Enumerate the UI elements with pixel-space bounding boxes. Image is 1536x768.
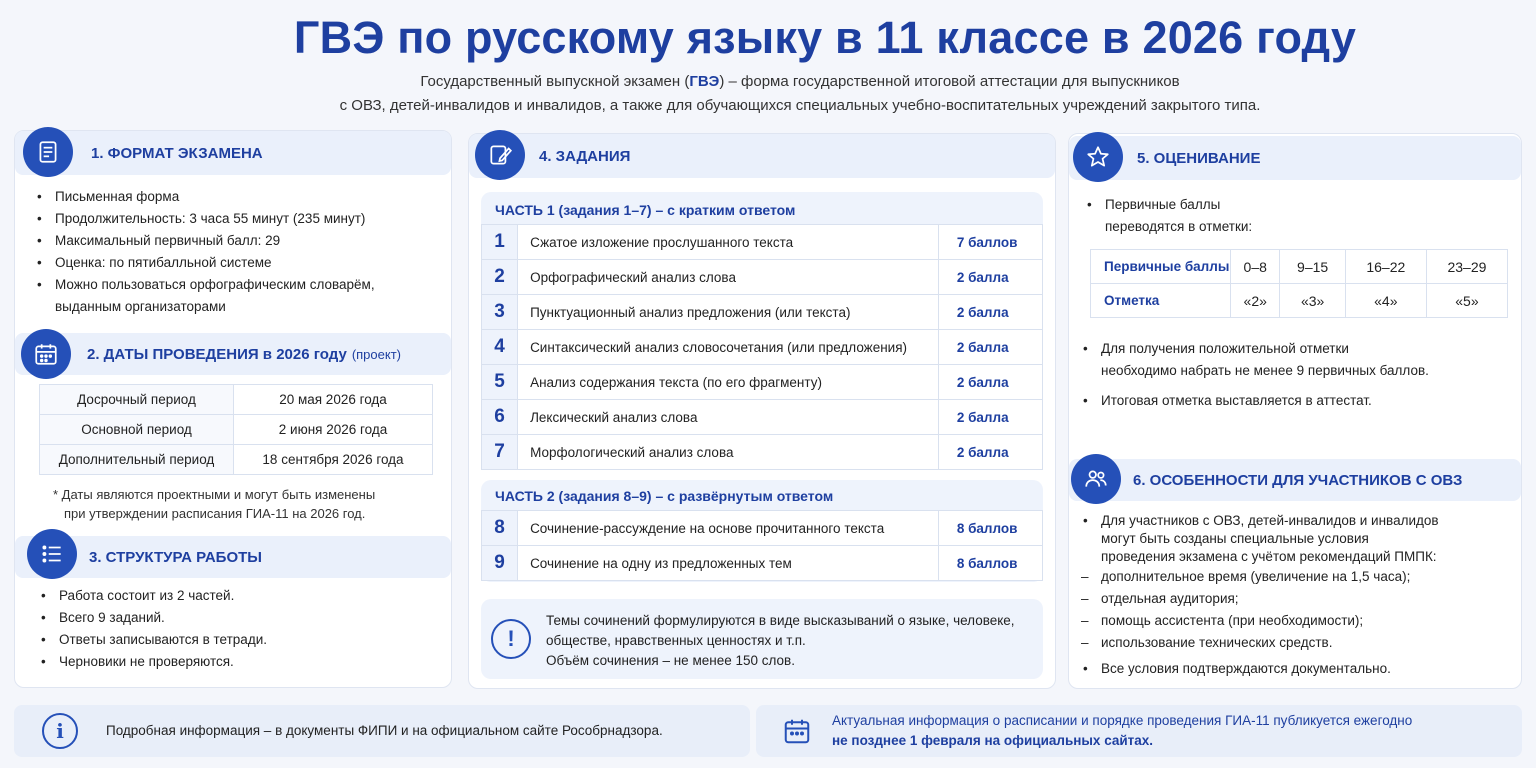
part-2-box <box>481 480 1043 582</box>
tasks-section-header <box>469 134 1055 178</box>
part-1-title: ЧАСТЬ 1 (задания 1–7) – с кратким ответом <box>495 202 796 218</box>
grade-range: 0–8 <box>1231 250 1280 284</box>
task-number: 9 <box>482 546 518 581</box>
task-points: 2 балла <box>938 365 1042 400</box>
list-item: – помощь ассистента (при необходимости); <box>1079 610 1515 632</box>
table-row <box>482 225 1043 260</box>
date-label: Основной период <box>40 415 234 445</box>
task-points: 8 баллов <box>938 511 1042 546</box>
task-text: Синтаксический анализ словосочетания (или предложения) <box>518 330 939 365</box>
essay-note-line-3: Объём сочинения – не менее 150 слов. <box>546 653 795 668</box>
grading-intro <box>1083 194 1503 238</box>
dates-heading-note: (проект) <box>351 346 401 362</box>
table-row <box>482 511 1043 546</box>
task-text: Лексический анализ слова <box>518 400 939 435</box>
calendar-icon-wrap <box>782 716 812 746</box>
grading-section-header <box>1069 136 1521 180</box>
essay-note-line-2: обществе, нравственных ценностях и т.п. <box>546 633 806 648</box>
list-item: • Всего 9 заданий. <box>37 607 437 629</box>
list-item: • Письменная форма <box>33 186 443 208</box>
structure-heading: 3. СТРУКТУРА РАБОТЫ <box>89 548 262 566</box>
task-text: Орфографический анализ слова <box>518 260 939 295</box>
ovz-intro-line-2: могут быть созданы специальные условия <box>1101 531 1369 546</box>
footer-right-line-2: не позднее 1 февраля на официальных сайтах. <box>832 733 1154 748</box>
table-row <box>482 260 1043 295</box>
task-text: Сжатое изложение прослушанного текста <box>518 225 939 260</box>
dates-section-header <box>15 333 451 375</box>
grading-heading: 5. ОЦЕНИВАНИЕ <box>1137 149 1261 167</box>
list-item: • Все условия подтверждаются документально. <box>1079 658 1515 680</box>
calendar-icon <box>33 341 59 367</box>
task-points: 2 балла <box>938 400 1042 435</box>
dates-icon-circle <box>21 329 71 379</box>
grades-row-label: Первичные баллы <box>1091 250 1231 284</box>
task-text: Сочинение-рассуждение на основе прочитанного текста <box>518 511 939 546</box>
format-heading: 1. ФОРМАТ ЭКЗАМЕНА <box>91 144 263 162</box>
date-value: 18 сентября 2026 года <box>234 445 433 475</box>
ovz-section-header <box>1069 459 1521 501</box>
task-points: 2 балла <box>938 435 1042 470</box>
list-item <box>1079 338 1509 382</box>
footer-left <box>14 705 750 757</box>
dates-note-line-2: при утверждении расписания ГИА-11 на 2026 год. <box>64 506 366 521</box>
grading-note-line-1: Для получения положительной отметки <box>1101 341 1349 356</box>
exclamation-icon: ! <box>507 626 515 651</box>
table-row <box>482 295 1043 330</box>
task-number: 6 <box>482 400 518 435</box>
grades-table <box>1090 249 1508 318</box>
list-item-text: Можно пользоваться орфографическим словарём, <box>55 277 375 292</box>
date-label: Дополнительный период <box>40 445 234 475</box>
dates-heading: 2. ДАТЫ ПРОВЕДЕНИЯ в 2026 году <box>87 345 347 363</box>
table-row <box>1091 284 1508 318</box>
subtitle-gve: ГВЭ <box>689 73 720 90</box>
grade-mark: «3» <box>1280 284 1345 318</box>
list-item: • Итоговая отметка выставляется в аттестат. <box>1079 390 1509 412</box>
dates-note <box>53 485 375 523</box>
essay-note-text <box>546 611 1015 671</box>
grade-range: 9–15 <box>1280 250 1345 284</box>
task-points: 7 баллов <box>938 225 1042 260</box>
ovz-intro-line-3: проведения экзамена с учётом рекомендаций ПМПК: <box>1101 549 1437 564</box>
list-item: • Работа состоит из 2 частей. <box>37 585 437 607</box>
subtitle-text-1: Государственный выпускной экзамен ( <box>420 73 690 90</box>
subtitle-line-2: с ОВЗ, детей-инвалидов и инвалидов, а также для обучающихся специальных учебно-воспитательных учреждений закрытого типа. <box>339 97 1261 114</box>
footer-right-text <box>832 711 1412 751</box>
table-row <box>482 400 1043 435</box>
task-points: 2 балла <box>938 330 1042 365</box>
page-subtitle <box>280 70 1320 118</box>
table-row <box>482 435 1043 470</box>
table-row <box>482 330 1043 365</box>
ovz-intro-line-1: Для участников с ОВЗ, детей-инвалидов и инвалидов <box>1101 513 1439 528</box>
list-item: – отдельная аудитория; <box>1079 588 1515 610</box>
dates-table <box>39 384 433 475</box>
list-item-text-cont: выданным организаторами <box>55 299 226 314</box>
grading-intro-line-1: Первичные баллы <box>1105 197 1221 212</box>
star-icon <box>1085 144 1111 170</box>
footer-left-text: Подробная информация – в документы ФИПИ и на официальном сайте Рособрнадзора. <box>106 723 663 738</box>
edit-icon <box>487 142 513 168</box>
list-item: • Ответы записываются в тетради. <box>37 629 437 651</box>
list-item: – использование технических средств. <box>1079 632 1515 654</box>
part-1-table <box>481 224 1043 470</box>
task-number: 3 <box>482 295 518 330</box>
page-title: ГВЭ по русскому языку в 11 классе в 2026 году <box>293 12 1357 63</box>
ovz-heading: 6. ОСОБЕННОСТИ ДЛЯ УЧАСТНИКОВ С ОВЗ <box>1133 471 1463 489</box>
list-item <box>33 274 443 318</box>
structure-section-header <box>15 536 451 578</box>
date-label: Досрочный период <box>40 385 234 415</box>
grade-mark: «2» <box>1231 284 1280 318</box>
grading-intro-line-2: переводятся в отметки: <box>1105 219 1253 234</box>
info-icon-circle <box>491 619 531 659</box>
task-number: 1 <box>482 225 518 260</box>
format-icon-circle <box>23 127 73 177</box>
grade-range: 23–29 <box>1426 250 1507 284</box>
task-text: Пунктуационный анализ предложения (или текста) <box>518 295 939 330</box>
ovz-icon-circle <box>1071 454 1121 504</box>
right-panel <box>1068 133 1522 689</box>
task-text: Сочинение на одну из предложенных тем <box>518 546 939 581</box>
task-number: 2 <box>482 260 518 295</box>
ovz-conditions <box>1079 566 1515 654</box>
date-value: 2 июня 2026 года <box>234 415 433 445</box>
task-text: Морфологический анализ слова <box>518 435 939 470</box>
task-points: 2 балла <box>938 295 1042 330</box>
task-number: 7 <box>482 435 518 470</box>
footer-right <box>756 705 1522 757</box>
list-item: – дополнительное время (увеличение на 1,5 часа); <box>1079 566 1515 588</box>
table-row <box>40 445 433 475</box>
table-row <box>482 546 1043 581</box>
ovz-intro <box>1079 512 1515 566</box>
list-item <box>1083 194 1503 238</box>
table-row <box>482 365 1043 400</box>
grading-note-line-2: необходимо набрать не менее 9 первичных баллов. <box>1101 363 1429 378</box>
subtitle-text-2: ) – форма государственной итоговой аттестации для выпускников <box>719 73 1180 90</box>
list-item: • Продолжительность: 3 часа 55 минут (235 минут) <box>33 208 443 230</box>
essay-note-box <box>481 599 1043 679</box>
dates-note-line-1: * Даты являются проектными и могут быть изменены <box>53 487 376 502</box>
document-checklist-icon <box>35 139 61 165</box>
left-panel <box>14 130 452 688</box>
info-icon-circle <box>42 713 78 749</box>
structure-list <box>37 585 437 673</box>
part-1-box <box>481 192 1043 468</box>
table-row <box>40 415 433 445</box>
task-number: 5 <box>482 365 518 400</box>
grading-icon-circle <box>1073 132 1123 182</box>
tasks-icon-circle <box>475 130 525 180</box>
list-item: • Черновики не проверяются. <box>37 651 437 673</box>
table-row <box>1091 250 1508 284</box>
essay-note-line-1: Темы сочинений формулируются в виде высказываний о языке, человеке, <box>546 613 1015 628</box>
part-2-table <box>481 510 1043 581</box>
task-number: 8 <box>482 511 518 546</box>
footer-right-line-1: Актуальная информация о расписании и порядке проведения ГИА-11 публикуется ежегодно <box>832 713 1413 728</box>
table-row <box>40 385 433 415</box>
info-icon: i <box>56 719 64 743</box>
task-points: 2 балла <box>938 260 1042 295</box>
task-number: 4 <box>482 330 518 365</box>
format-section-header <box>15 131 451 175</box>
grading-notes <box>1079 338 1509 412</box>
list-item: • Максимальный первичный балл: 29 <box>33 230 443 252</box>
grades-row-label: Отметка <box>1091 284 1231 318</box>
structure-icon-circle <box>27 529 77 579</box>
tasks-heading: 4. ЗАДАНИЯ <box>539 147 631 165</box>
list-item <box>1079 512 1515 566</box>
calendar-icon <box>782 716 812 746</box>
task-points: 8 баллов <box>938 546 1042 581</box>
part-2-title: ЧАСТЬ 2 (задания 8–9) – с развёрнутым ответом <box>495 488 834 504</box>
list-icon <box>39 541 65 567</box>
date-value: 20 мая 2026 года <box>234 385 433 415</box>
format-list <box>33 186 443 318</box>
list-item: • Оценка: по пятибалльной системе <box>33 252 443 274</box>
tasks-panel <box>468 133 1056 689</box>
ovz-content <box>1079 512 1515 680</box>
ovz-final <box>1079 658 1515 680</box>
grade-mark: «5» <box>1426 284 1507 318</box>
users-icon <box>1083 466 1109 492</box>
task-text: Анализ содержания текста (по его фрагменту) <box>518 365 939 400</box>
grade-range: 16–22 <box>1345 250 1426 284</box>
grade-mark: «4» <box>1345 284 1426 318</box>
